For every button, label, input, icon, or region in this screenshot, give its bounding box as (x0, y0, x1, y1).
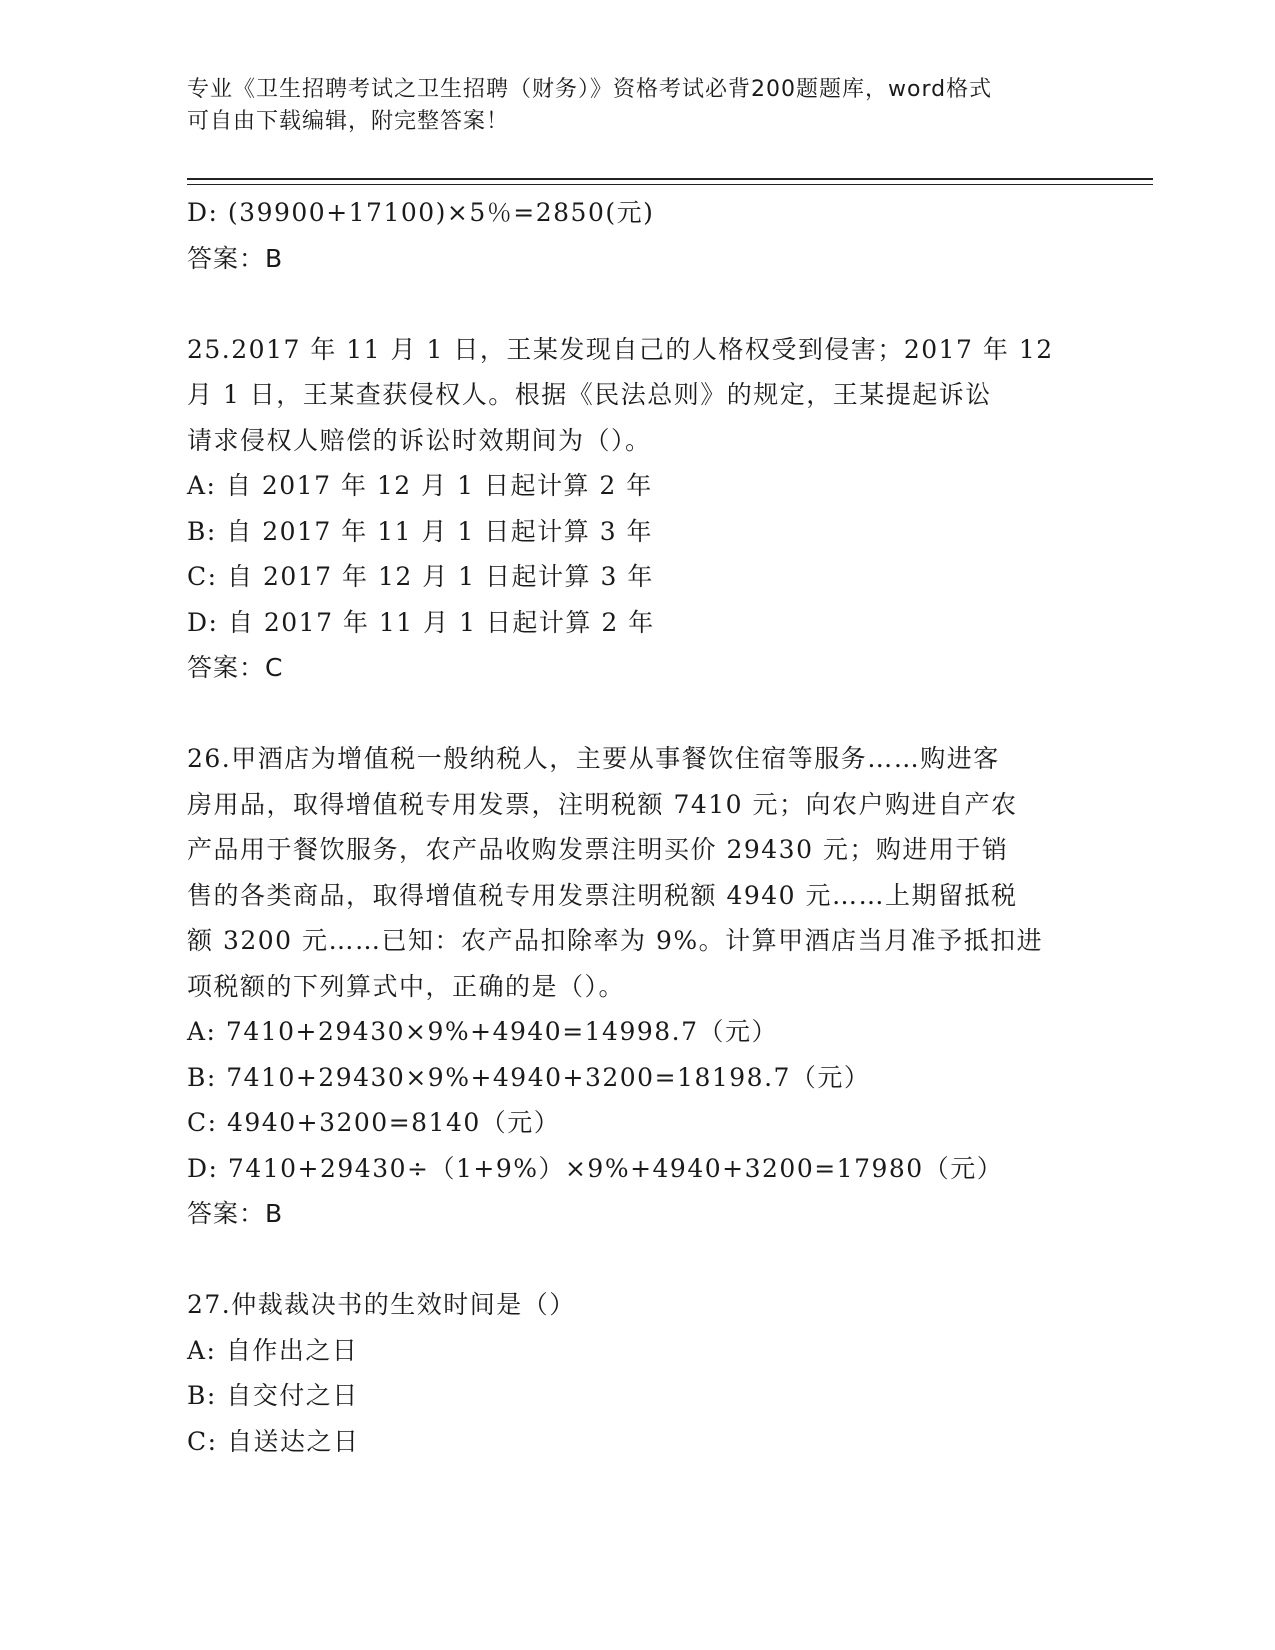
answer: 答案：B (187, 1199, 284, 1228)
option-b: B: 自交付之日 (187, 1381, 359, 1410)
question-stem-line: 25.2017 年 11 月 1 日，王某发现自己的人格权受到侵害；2017 年 12 (187, 334, 1054, 364)
option-c: C: 自送达之日 (187, 1426, 360, 1456)
question-stem-line: 项税额的下列算式中，正确的是（）。 (187, 971, 626, 1001)
question-27 (187, 1282, 1087, 1464)
header-line-2: 可自由下载编辑，附完整答案！ (187, 109, 510, 134)
option-d: D: 7410+29430÷（1+9%）×9%+4940+3200=17980（元） (187, 1153, 1004, 1183)
question-stem-line: 额 3200 元……已知：农产品扣除率为 9%。计算甲酒店当月准予抵扣进 (187, 926, 1044, 955)
question-stem-line: 售的各类商品，取得增值税专用发票注明税额 4940 元……上期留抵税 (187, 880, 1018, 910)
document-body (187, 190, 1087, 1464)
answer: 答案：C (187, 653, 284, 682)
spacer (187, 691, 1087, 737)
question-26 (187, 736, 1087, 1237)
spacer (187, 281, 1087, 327)
option-c: C: 自 2017 年 12 月 1 日起计算 3 年 (187, 562, 654, 591)
question-25 (187, 327, 1087, 691)
option-d: D: 自 2017 年 11 月 1 日起计算 2 年 (187, 607, 655, 637)
question-stem-line: 26.甲酒店为增值税一般纳税人，主要从事餐饮住宿等服务……购进客 (187, 744, 1000, 773)
question-stem-line: 月 1 日，王某查获侵权人。根据《民法总则》的规定，王某提起诉讼 (187, 380, 992, 409)
option-a: A: 7410+29430×9%+4940=14998.7（元） (187, 1017, 779, 1046)
header-divider-thin (187, 184, 1153, 185)
prev-option-d: D: (39900+17100)×5％=2850(元) (187, 198, 655, 227)
header-divider-thick (187, 178, 1153, 180)
document-header (187, 74, 1087, 138)
question-stem-line: 请求侵权人赔偿的诉讼时效期间为（）。 (187, 425, 652, 455)
question-stem-line: 房用品，取得增值税专用发票，注明税额 7410 元；向农户购进自产农 (187, 789, 1018, 819)
question-stem-line: 产品用于餐饮服务，农产品收购发票注明买价 29430 元；购进用于销 (187, 835, 1009, 864)
option-b: B: 7410+29430×9%+4940+3200=18198.7（元） (187, 1062, 871, 1092)
header-line-1: 专业《卫生招聘考试之卫生招聘（财务）》资格考试必背200题题库，word格式 (187, 77, 993, 102)
question-stem-line: 27.仲裁裁决书的生效时间是（） (187, 1290, 576, 1319)
option-c: C: 4940+3200=8140（元） (187, 1108, 561, 1137)
option-b: B: 自 2017 年 11 月 1 日起计算 3 年 (187, 516, 654, 546)
option-a: A: 自作出之日 (187, 1335, 359, 1365)
option-a: A: 自 2017 年 12 月 1 日起计算 2 年 (187, 471, 653, 500)
prev-answer: 答案：B (187, 243, 284, 273)
spacer (187, 1237, 1087, 1283)
